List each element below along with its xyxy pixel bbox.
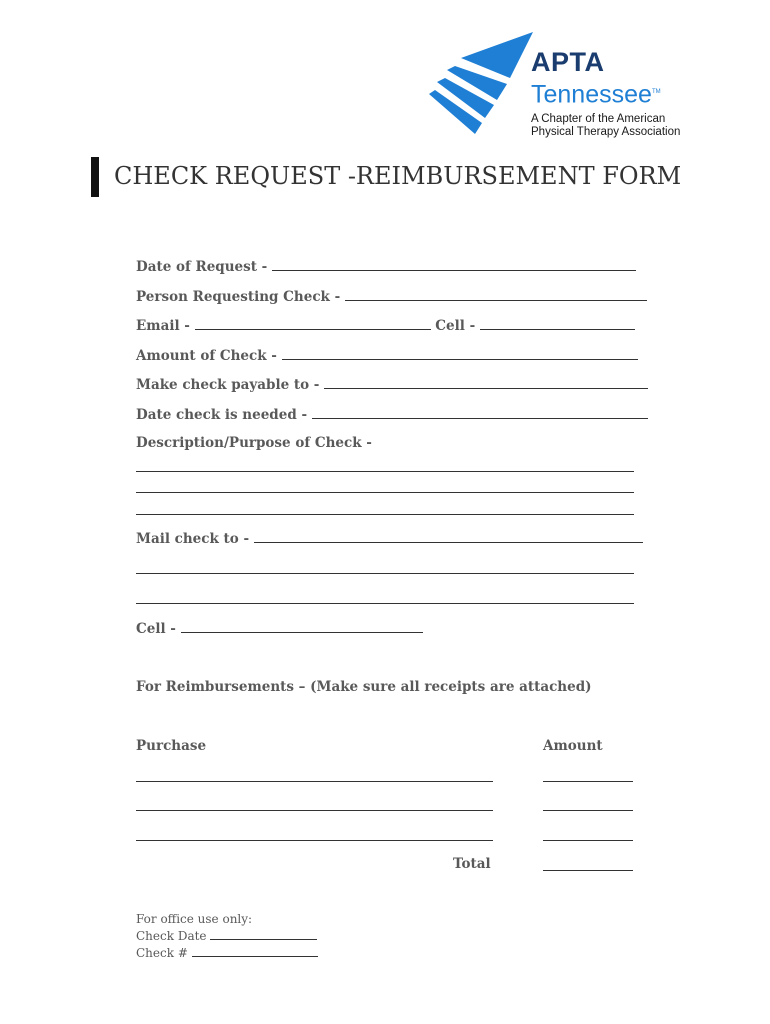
check-number-field[interactable] <box>192 945 318 957</box>
person-requesting-field[interactable] <box>345 287 647 301</box>
amount-of-check-row <box>136 346 638 365</box>
date-of-request-label: Date of Request - <box>136 259 268 275</box>
amount-line-3[interactable] <box>543 840 633 841</box>
date-of-request-row <box>136 257 636 276</box>
purchase-line-2[interactable] <box>136 810 493 811</box>
amount-line-1[interactable] <box>543 781 633 782</box>
check-number-row <box>136 945 318 962</box>
person-requesting-row <box>136 287 647 306</box>
payable-to-label: Make check payable to - <box>136 377 320 393</box>
email-cell-row <box>136 316 635 335</box>
total-label: Total <box>453 856 491 872</box>
mail-to-row <box>136 529 643 548</box>
cell-inline-label: Cell - <box>435 318 476 334</box>
check-number-label: Check # <box>136 946 188 960</box>
logo-stripes-icon <box>425 30 535 140</box>
cell-inline-field[interactable] <box>480 316 635 330</box>
mail-address-line-2[interactable] <box>136 603 634 604</box>
cell-row <box>136 619 423 638</box>
cell-label: Cell - <box>136 621 176 637</box>
description-line-3[interactable] <box>136 514 634 515</box>
logo-state-text: Tennessee™ <box>531 80 661 109</box>
cell-field[interactable] <box>181 619 423 633</box>
email-label: Email - <box>136 318 190 334</box>
email-field[interactable] <box>195 316 431 330</box>
purchase-header: Purchase <box>136 738 207 754</box>
check-date-field[interactable] <box>210 928 317 940</box>
mail-address-line-1[interactable] <box>136 573 634 574</box>
title-accent-bar <box>91 157 99 197</box>
logo-subtitle: A Chapter of the American Physical Therapy Association <box>531 113 681 138</box>
amount-header: Amount <box>543 738 603 754</box>
amount-of-check-label: Amount of Check - <box>136 348 277 364</box>
reimbursements-heading: For Reimbursements – (Make sure all receipts are attached) <box>136 679 592 695</box>
office-use-heading: For office use only: <box>136 912 253 926</box>
description-line-2[interactable] <box>136 492 634 493</box>
payable-to-row <box>136 375 648 394</box>
purchase-line-1[interactable] <box>136 781 493 782</box>
payable-to-field[interactable] <box>324 375 648 389</box>
total-amount-line[interactable] <box>543 870 633 871</box>
date-needed-row <box>136 405 648 424</box>
description-line-1[interactable] <box>136 471 634 472</box>
date-of-request-field[interactable] <box>272 257 636 271</box>
purchase-line-3[interactable] <box>136 840 493 841</box>
apta-tennessee-logo <box>425 30 705 140</box>
check-date-label: Check Date <box>136 929 207 943</box>
mail-to-field[interactable] <box>254 529 643 543</box>
amount-line-2[interactable] <box>543 810 633 811</box>
description-label: Description/Purpose of Check - <box>136 435 372 451</box>
date-needed-label: Date check is needed - <box>136 407 308 423</box>
check-date-row <box>136 928 317 945</box>
amount-of-check-field[interactable] <box>282 346 638 360</box>
date-needed-field[interactable] <box>312 405 648 419</box>
mail-to-label: Mail check to - <box>136 531 250 547</box>
page-title: CHECK REQUEST -REIMBURSEMENT FORM <box>114 162 682 190</box>
logo-apta-text: APTA <box>531 47 605 77</box>
person-requesting-label: Person Requesting Check - <box>136 289 341 305</box>
